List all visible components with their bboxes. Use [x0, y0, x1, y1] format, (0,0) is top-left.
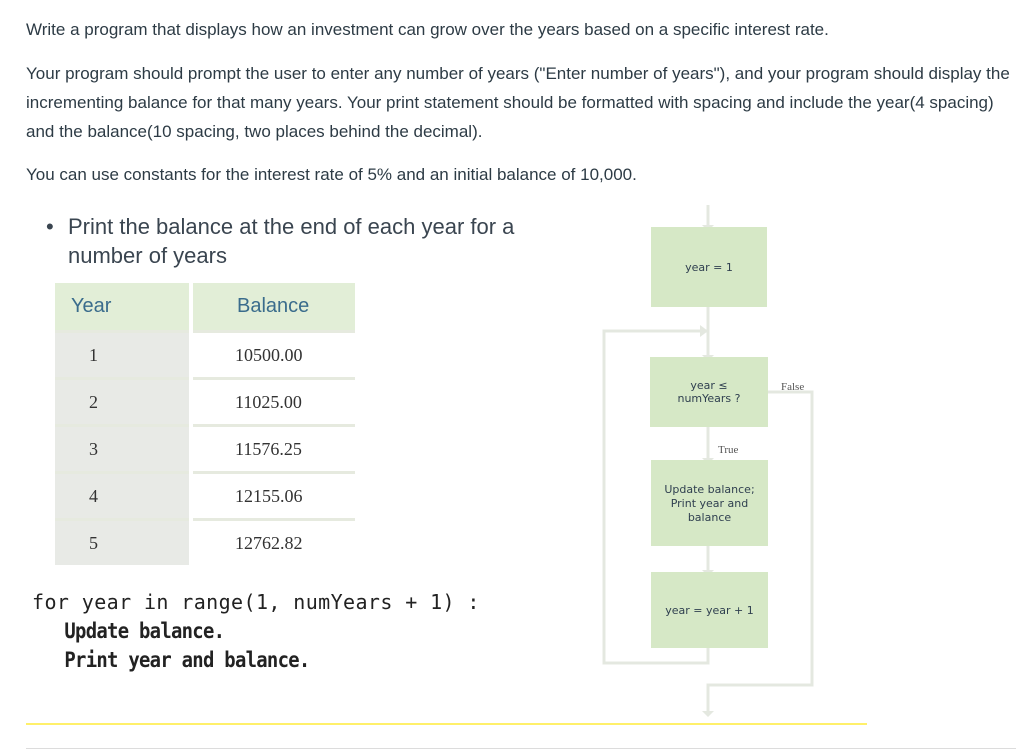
table-row	[55, 520, 355, 566]
flow-false-label: False	[781, 381, 805, 393]
header-year: Year	[55, 283, 191, 332]
header-balance: Balance	[191, 283, 355, 332]
table-row	[55, 473, 355, 520]
flow-body-box	[651, 460, 768, 546]
year-cell: 3	[55, 426, 191, 473]
flowchart	[600, 205, 820, 725]
code-line-print: Print year and balance.	[64, 648, 310, 672]
table-row	[55, 426, 355, 473]
flow-increment-text: year = year + 1	[665, 603, 754, 617]
balance-cell: 12762.82	[191, 520, 355, 566]
instruction-paragraph-2: Your program should prompt the user to enter any number of years ("Enter number of years"), and your program should display the incrementing balance for that many years. Your print statement should be formatted with spacing and include the year(4 spacing) and the balance(10 spacing, two places behind the decimal).	[26, 64, 1010, 141]
year-cell: 4	[55, 473, 191, 520]
flow-condition-box	[650, 357, 768, 427]
pseudocode-block	[32, 588, 480, 675]
year-cell: 1	[55, 332, 191, 379]
balance-cell: 11576.25	[191, 426, 355, 473]
bullet-dot-icon: •	[46, 214, 54, 239]
flow-init-box	[651, 227, 767, 307]
balance-cell: 12155.06	[191, 473, 355, 520]
table-row	[55, 332, 355, 379]
instruction-paragraph-3: You can use constants for the interest rate of 5% and an initial balance of 10,000.	[26, 165, 637, 184]
flow-true-label: True	[718, 444, 739, 456]
gray-divider	[26, 748, 1016, 749]
flow-increment-box	[651, 572, 768, 648]
flow-body-line3: balance	[687, 511, 732, 524]
flow-body-line1: Update balance;	[664, 483, 755, 496]
table-row	[55, 379, 355, 426]
year-cell: 2	[55, 379, 191, 426]
flow-condition-line1: year ≤	[690, 379, 728, 392]
balance-table	[55, 283, 355, 565]
flow-body-line2: Print year and	[670, 497, 749, 510]
flow-condition-text	[677, 379, 740, 405]
code-line-for: for year in range(1, numYears + 1) :	[32, 590, 480, 614]
table-header-row	[55, 283, 355, 332]
balance-cell: 11025.00	[191, 379, 355, 426]
flow-condition-line2: numYears ?	[677, 392, 741, 405]
flow-body-text	[664, 482, 754, 524]
yellow-divider	[26, 723, 867, 725]
balance-cell: 10500.00	[191, 332, 355, 379]
bullet-text: Print the balance at the end of each year for a number of years	[68, 214, 515, 268]
year-cell: 5	[55, 520, 191, 566]
code-line-update: Update balance.	[64, 619, 225, 643]
flow-init-text: year = 1	[685, 260, 733, 274]
instruction-paragraph-1: Write a program that displays how an investment can grow over the years based on a specific interest rate.	[26, 20, 829, 39]
